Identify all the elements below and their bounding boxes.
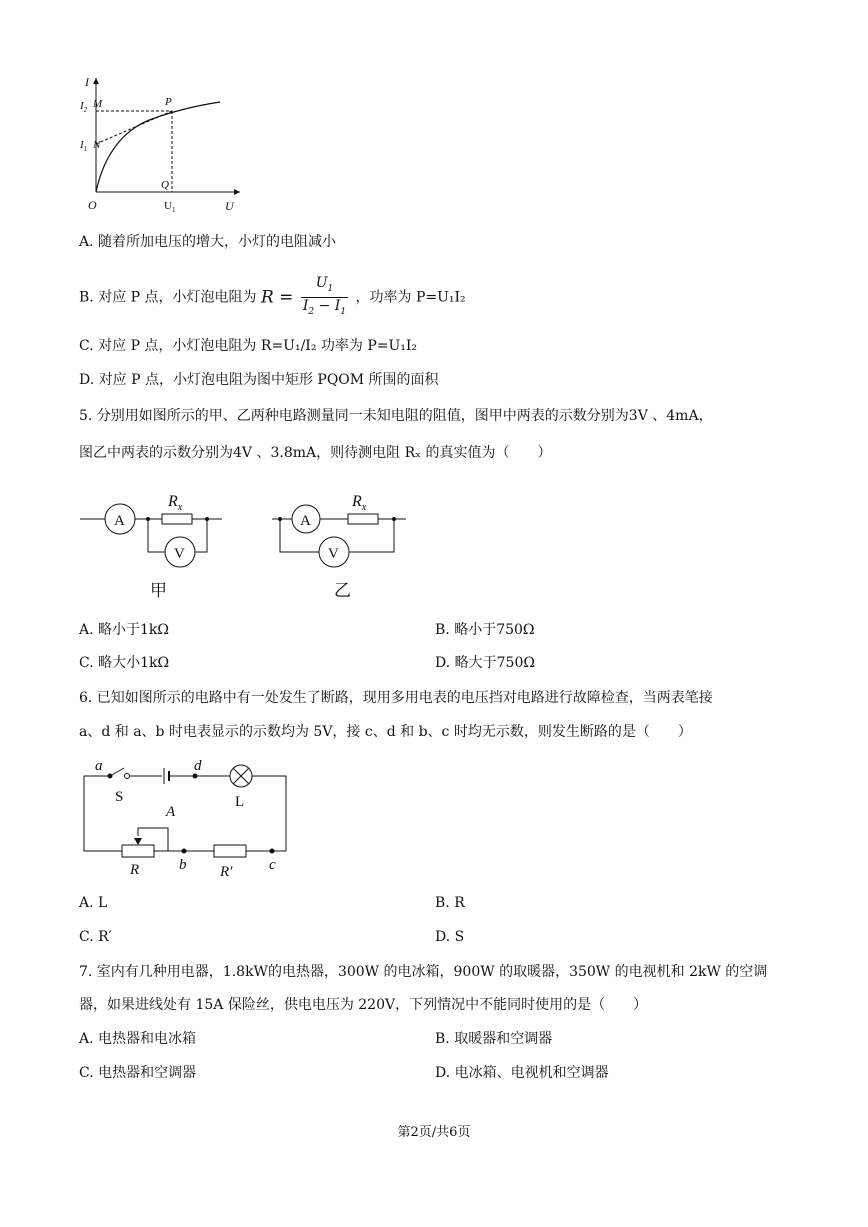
q4-formula-denominator: $I_2 - I_1$ — [302, 297, 347, 317]
q7-option-b: B. 取暖器和空调器 — [435, 1031, 553, 1047]
rx-label-yi: $R_x$ — [352, 493, 367, 513]
axis-label-i: I — [85, 75, 89, 89]
q7-option-c: C. 电热器和空调器 — [79, 1065, 197, 1081]
q4-option-b-prefix: B. 对应 P 点，小灯泡电阻为 — [79, 289, 257, 306]
q6-stem-line2: a、d 和 a、b 时电表显示的示数均为 5V，接 c、d 和 b、c 时均无示数，则发生断路的是（ ） — [79, 724, 692, 740]
iu-graph-svg — [74, 74, 254, 214]
q4-option-a: A. 随着所加电压的增大，小灯的电阻减小 — [79, 234, 337, 250]
q4-option-c: C. 对应 P 点，小灯泡电阻为 R=U₁/I₂ 功率为 P=U₁I₂ — [79, 338, 418, 354]
node-a-label: a — [95, 758, 103, 774]
switch-s — [110, 768, 124, 776]
rheostat-r — [122, 845, 154, 857]
q5-circuits-figure — [80, 486, 420, 606]
label-p: P — [165, 96, 172, 108]
q5-circuits-svg — [80, 486, 420, 606]
q7-stem-line1: 7. 室内有几种用电器，1.8kW的电热器，300W 的电冰箱，900W 的取暖器，350W 的电视机和 2kW 的空调 — [79, 964, 768, 980]
resistor-r-prime — [214, 845, 246, 857]
q6-option-a: A. L — [79, 895, 108, 911]
q5-option-a: A. 略小于1kΩ — [79, 622, 170, 638]
label-m: M — [93, 98, 103, 110]
q7-option-d: D. 电冰箱、电视机和空调器 — [435, 1065, 609, 1081]
label-u1: $U_1$ — [164, 200, 176, 214]
axis-label-u: U — [225, 199, 234, 213]
node-c-label: c — [269, 857, 276, 873]
q4-formula-lhs: R = — [260, 287, 294, 308]
q4-option-b — [79, 275, 466, 320]
q4-formula-numerator: $U_1$ — [301, 275, 348, 298]
iu-graph-figure — [74, 74, 254, 214]
lamp-l-label: L — [235, 794, 245, 810]
rheostat-r-label: R — [130, 862, 140, 878]
resistor-r-prime-label: R′ — [220, 864, 233, 880]
q7-stem-line2: 器，如果进线处有 15A 保险丝，供电电压为 220V，下列情况中不能同时使用的是（ ） — [79, 997, 648, 1013]
circuit-label-yi: 乙 — [334, 581, 351, 600]
q4-option-d: D. 对应 P 点，小灯泡电阻为图中矩形 PQOM 所围的面积 — [79, 372, 439, 388]
label-q: Q — [161, 179, 169, 191]
q7-option-a: A. 电热器和电冰箱 — [79, 1031, 197, 1047]
node-d-label: d — [194, 758, 202, 774]
q6-option-b: B. R — [435, 895, 465, 911]
label-i1: $I_1$ — [80, 139, 88, 153]
node-b-label: b — [179, 857, 187, 873]
voltmeter-label-jia: V — [174, 546, 185, 562]
q6-option-c: C. R′ — [79, 929, 112, 945]
q5-option-c: C. 略大小1kΩ — [79, 655, 170, 671]
q5-stem-line1: 5. 分别用如图所示的甲、乙两种电路测量同一未知电阻的阻值，图甲中两表的示数分别为3V 、4mA， — [79, 408, 713, 424]
dash-n-p — [96, 111, 172, 144]
label-i2: $I_2$ — [80, 100, 88, 114]
q6-circuit-svg — [80, 756, 300, 881]
q6-stem-line1: 6. 已知如图所示的电路中有一处发生了断路，现用多用电表的电压挡对电路进行故障检查，当两表笔接 — [79, 690, 713, 706]
origin-label: O — [88, 198, 97, 212]
switch-s-label: S — [115, 789, 124, 805]
q6-circuit-figure — [80, 756, 300, 881]
q5-option-d: D. 略大于750Ω — [435, 655, 535, 671]
label-n: N — [93, 139, 101, 151]
q5-stem-line2: 图乙中两表的示数分别为4V 、3.8mA，则待测电阻 Rₓ 的真实值为（ ） — [79, 445, 552, 461]
ammeter-label-yi: A — [300, 513, 311, 529]
page-number-footer: 第2页/共6页 — [397, 1125, 471, 1140]
q4-option-b-suffix: ，功率为 P=U₁I₂ — [355, 289, 466, 306]
ammeter-label-jia: A — [114, 513, 125, 529]
circuit-label-jia: 甲 — [150, 581, 167, 600]
resistor-rx-jia — [162, 514, 192, 524]
iu-curve — [96, 102, 220, 192]
q6-option-d: D. S — [435, 929, 465, 945]
point-a-label: A — [166, 804, 176, 820]
resistor-rx-yi — [348, 514, 378, 524]
q5-option-b: B. 略小于750Ω — [435, 622, 535, 638]
voltmeter-label-yi: V — [328, 546, 339, 562]
q4-formula-fraction — [301, 275, 348, 320]
rx-label-jia: $R_x$ — [168, 493, 183, 513]
